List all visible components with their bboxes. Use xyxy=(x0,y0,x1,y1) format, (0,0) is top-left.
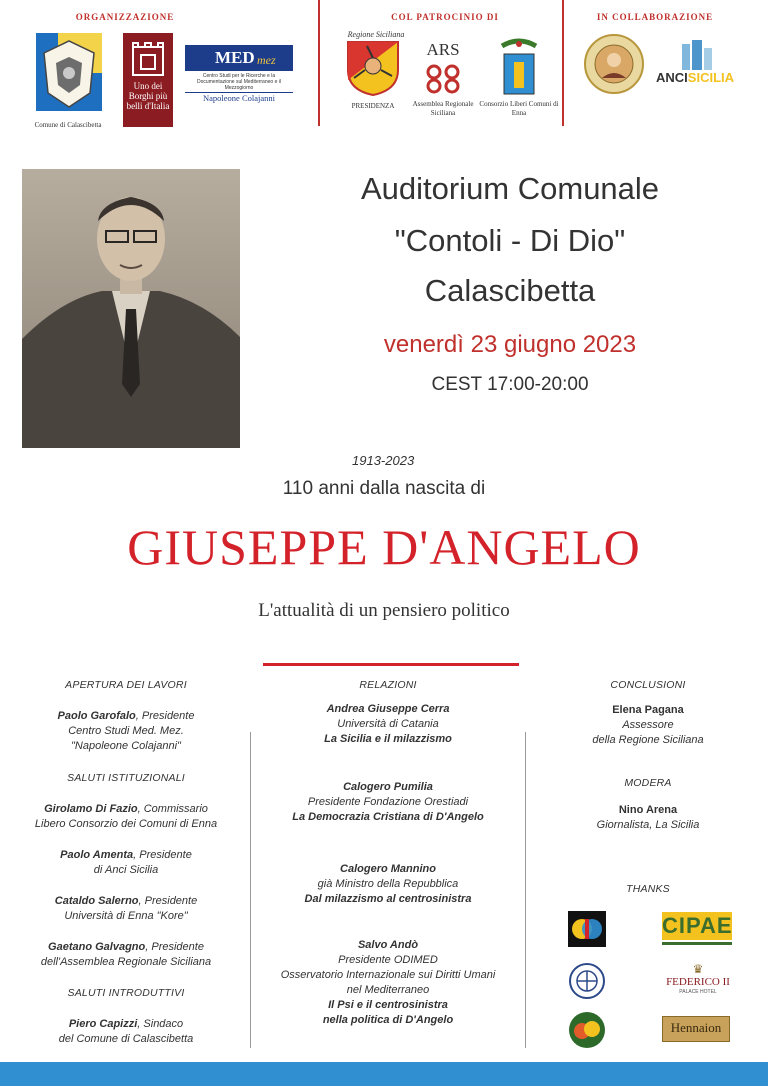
event-date: venerdì 23 giugno 2023 xyxy=(383,331,637,358)
speaker-affiliation: nel Mediterraneo xyxy=(346,984,430,996)
section-conclusioni: CONCLUSIONI xyxy=(610,679,686,691)
venue-line-2: "Contoli - Di Dio" xyxy=(394,223,626,258)
medmez-logo xyxy=(185,45,293,101)
speaker-affiliation: Presidente Fondazione Orestiadi xyxy=(307,796,469,808)
speaker-salerno xyxy=(14,894,238,909)
column-divider xyxy=(250,732,251,1048)
speaker-role: , Presidente xyxy=(135,710,195,722)
borghi-text: Uno dei Borghi più belli d'Italia xyxy=(126,81,170,111)
medmez-caption: Centro Studi per le Ricerche e la Documentazione sul Mediterraneo e il Mezzogiorno xyxy=(197,73,281,91)
speaker-affiliation: Osservatorio Internazionale sui Diritti Umani xyxy=(280,969,496,981)
years-range: 1913-2023 xyxy=(352,453,415,468)
speaker-affiliation: di Anci Sicilia xyxy=(93,864,159,876)
consorzio-logo xyxy=(498,38,540,98)
speaker-role: , Presidente xyxy=(138,895,198,907)
medmez-name: Napoleone Colajanni xyxy=(185,92,293,103)
sponsor-circle-logo xyxy=(568,962,606,1000)
tagline: L'attualità di un pensiero politico xyxy=(258,600,510,621)
speaker-name: Calogero Pumilia xyxy=(343,781,433,793)
speaker-name: Paolo Garofalo xyxy=(57,710,136,722)
presidenza-caption: PRESIDENZA xyxy=(351,102,395,110)
portrait-photo xyxy=(22,169,240,448)
speaker-amenta xyxy=(14,848,238,863)
speaker-affiliation: Università di Catania xyxy=(337,718,439,730)
speaker-name: Girolamo Di Fazio xyxy=(44,803,138,815)
ars-emblem-icon xyxy=(425,64,461,94)
talk-title: La Democrazia Cristiana di D'Angelo xyxy=(292,811,484,823)
speaker-name: Gaetano Galvagno xyxy=(48,941,146,953)
federico-sub-text: PALACE HOTEL xyxy=(679,989,717,995)
talk-title: Dal milazzismo al centrosinistra xyxy=(304,893,472,905)
program-center-column xyxy=(252,678,524,1028)
speaker-affiliation: già Ministro della Repubblica xyxy=(317,878,459,890)
crown-icon: ♛ xyxy=(692,962,704,976)
program-left-column xyxy=(14,678,238,1047)
speaker-name: Piero Capizzi xyxy=(68,1018,138,1030)
venue-line-1: Auditorium Comunale xyxy=(360,171,660,206)
header-collaborazione: IN COLLABORAZIONE xyxy=(596,12,714,22)
section-relazioni: RELAZIONI xyxy=(359,679,417,691)
sponsor-fruit-logo xyxy=(568,1011,606,1049)
header-divider xyxy=(562,0,564,126)
section-modera: MODERA xyxy=(624,777,672,789)
sponsor-federico-logo xyxy=(660,962,736,1002)
medmez-logo-text-2: mez xyxy=(257,53,276,67)
talk-title: Il Psi e il centrosinistra xyxy=(328,999,448,1011)
speaker-role: , Commissario xyxy=(137,803,208,815)
speaker-role: , Sindaco xyxy=(137,1018,184,1030)
speaker-affiliation: del Comune di Calascibetta xyxy=(58,1033,194,1045)
section-saluti-istituzionali: SALUTI ISTITUZIONALI xyxy=(67,772,185,784)
speaker-name: Andrea Giuseppe Cerra xyxy=(326,703,450,715)
borghi-logo xyxy=(123,33,173,127)
speaker-affiliation: Centro Studi Med. Mez. xyxy=(68,725,184,737)
speaker-affiliation: Presidente ODIMED xyxy=(338,954,438,966)
ars-caption: Assemblea Regionale Siciliana xyxy=(412,100,474,117)
title-separator xyxy=(263,663,519,666)
honoree-name: GIUSEPPE D'ANGELO xyxy=(127,519,641,575)
speaker-name: Salvo Andò xyxy=(357,939,419,951)
ars-logo-text: ARS xyxy=(426,40,460,59)
talk-title: La Sicilia e il milazzismo xyxy=(324,733,452,745)
speaker-affiliation: Assessore xyxy=(622,719,674,731)
comune-caption: Comune di Calascibetta xyxy=(34,121,102,129)
header-organizzazione: ORGANIZZAZIONE xyxy=(75,12,175,22)
sponsor-hennaion-logo xyxy=(662,1016,730,1042)
speaker-role: , Presidente xyxy=(133,849,192,861)
program-right-column xyxy=(548,678,748,897)
speaker-affiliation: Libero Consorzio dei Comuni di Enna xyxy=(34,818,218,830)
speaker-affiliation: Università di Enna "Kore" xyxy=(64,910,188,922)
section-thanks: THANKS xyxy=(626,883,670,895)
speaker-affiliation: Giornalista, La Sicilia xyxy=(596,819,700,831)
event-time: CEST 17:00-20:00 xyxy=(431,374,589,395)
sponsor-cd-logo xyxy=(568,911,606,947)
speaker-role: , Presidente xyxy=(145,941,204,953)
anci-logo-text: ANCI xyxy=(656,70,688,85)
section-apertura: APERTURA DEI LAVORI xyxy=(65,679,187,691)
cipae-text: CIPAE xyxy=(662,913,733,938)
section-saluti-introduttivi: SALUTI INTRODUTTIVI xyxy=(67,987,185,999)
venue-line-3: Calascibetta xyxy=(424,273,596,308)
speaker-garofalo xyxy=(14,709,238,724)
anci-logo-text-2: SICILIA xyxy=(687,70,735,85)
subtitle: 110 anni dalla nascita di xyxy=(282,478,486,499)
federico-text: FEDERICO II xyxy=(666,976,730,988)
header-divider xyxy=(318,0,320,126)
speaker-affiliation: "Napoleone Colajanni" xyxy=(71,740,181,752)
speaker-galvagno xyxy=(14,940,238,955)
speaker-name: Calogero Mannino xyxy=(340,863,436,875)
footer-band xyxy=(0,1062,768,1086)
talk-title: nella politica di D'Angelo xyxy=(322,1014,454,1026)
medmez-logo-text: MED xyxy=(215,48,255,67)
speaker-affiliation: dell'Assemblea Regionale Siciliana xyxy=(40,956,212,968)
speaker-name: Elena Pagana xyxy=(612,704,684,716)
university-seal-logo xyxy=(584,34,644,94)
speaker-name: Paolo Amenta xyxy=(60,849,134,861)
comune-crest-logo xyxy=(36,33,102,111)
consorzio-caption: Consorzio Liberi Comuni di Enna xyxy=(479,100,559,117)
speaker-name: Nino Arena xyxy=(618,804,678,816)
speaker-affiliation: della Regione Siciliana xyxy=(592,734,704,746)
speaker-di-fazio xyxy=(14,802,238,817)
speaker-name: Cataldo Salerno xyxy=(54,895,139,907)
anci-sicilia-logo xyxy=(656,40,740,92)
speaker-capizzi xyxy=(14,1017,238,1032)
regione-label: Regione Siciliana xyxy=(347,30,405,39)
header-patrocinio: COL PATROCINIO DI xyxy=(391,12,499,22)
hennaion-text: Hennaion xyxy=(670,1020,722,1035)
sponsor-cipae-logo xyxy=(662,912,732,946)
column-divider xyxy=(525,732,526,1048)
regione-trinacria-logo xyxy=(346,40,400,96)
